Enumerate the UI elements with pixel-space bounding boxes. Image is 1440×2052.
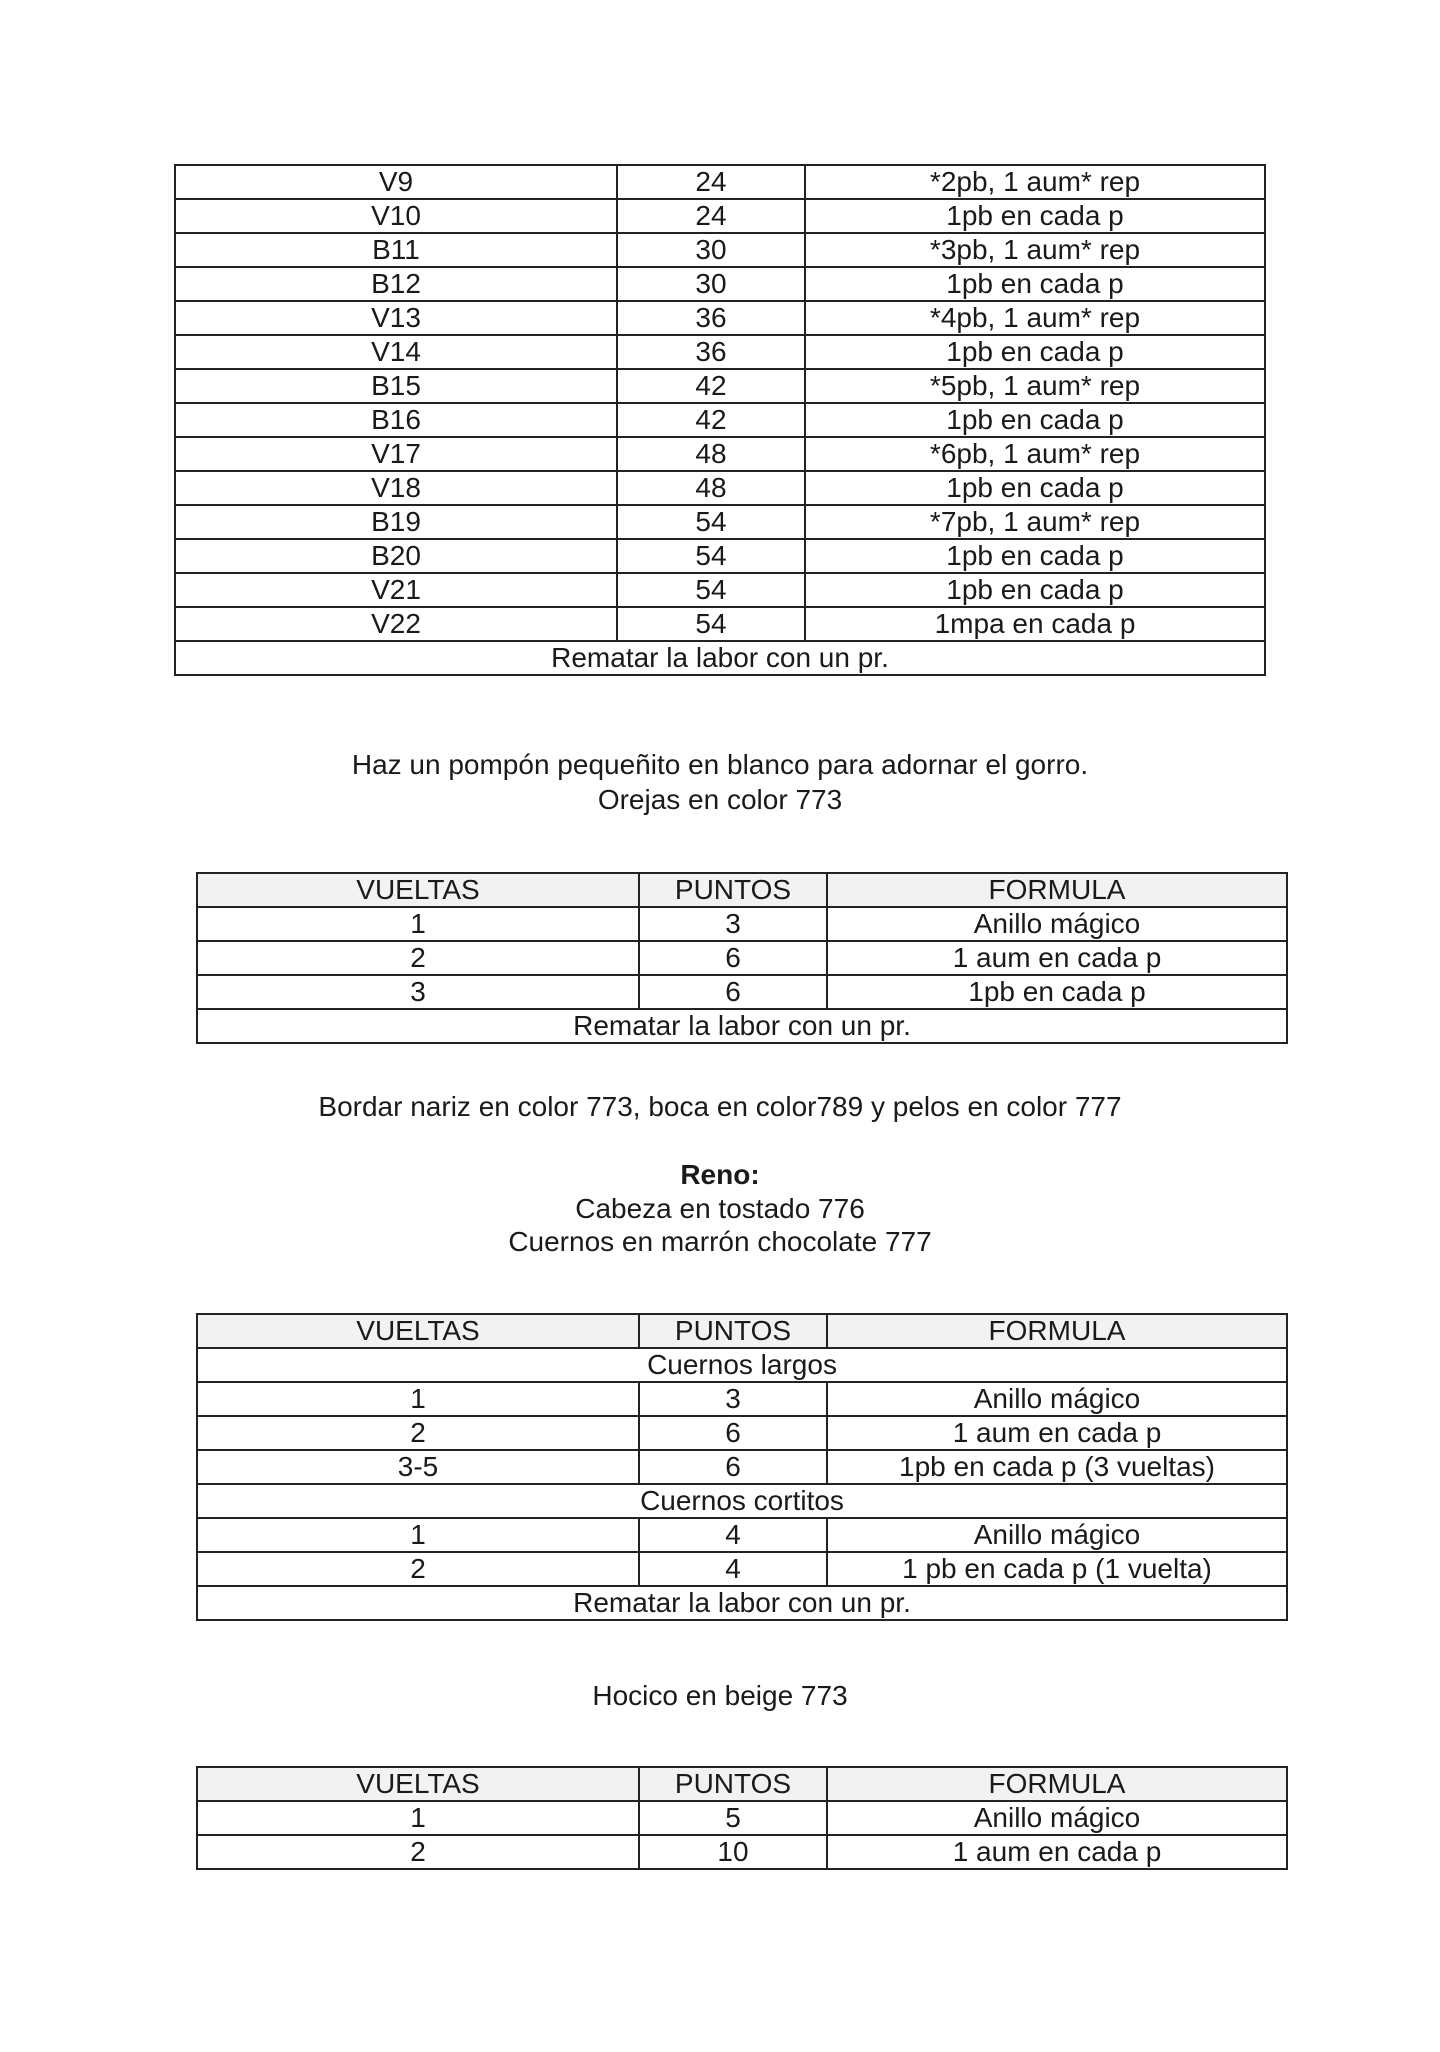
cell-vueltas: 2 xyxy=(197,1835,639,1869)
cell-puntos: 54 xyxy=(617,539,805,573)
cell-vueltas: 2 xyxy=(197,941,639,975)
header-formula: FORMULA xyxy=(827,1767,1287,1801)
table-row xyxy=(197,1518,1287,1552)
table-footer-row xyxy=(197,1586,1287,1620)
cell-puntos: 4 xyxy=(639,1518,827,1552)
table-footer: Rematar la labor con un pr. xyxy=(175,641,1265,675)
table-row xyxy=(197,1835,1287,1869)
cell-vueltas: V21 xyxy=(175,573,617,607)
cell-formula: Anillo mágico xyxy=(827,1382,1287,1416)
table-row xyxy=(197,907,1287,941)
cell-puntos: 10 xyxy=(639,1835,827,1869)
cell-puntos: 6 xyxy=(639,1450,827,1484)
table-row xyxy=(175,233,1265,267)
cell-puntos: 42 xyxy=(617,369,805,403)
cell-puntos: 36 xyxy=(617,301,805,335)
cell-puntos: 48 xyxy=(617,471,805,505)
cell-vueltas: B16 xyxy=(175,403,617,437)
cell-vueltas: B11 xyxy=(175,233,617,267)
table-row xyxy=(175,369,1265,403)
table-row xyxy=(175,539,1265,573)
table-row xyxy=(175,165,1265,199)
cell-formula: 1 aum en cada p xyxy=(827,1835,1287,1869)
section-cuernos-cortitos: Cuernos cortitos xyxy=(197,1484,1287,1518)
cell-formula: 1pb en cada p xyxy=(827,975,1287,1009)
cell-formula: 1 aum en cada p xyxy=(827,1416,1287,1450)
cell-vueltas: V22 xyxy=(175,607,617,641)
cell-vueltas: V17 xyxy=(175,437,617,471)
cell-vueltas: V13 xyxy=(175,301,617,335)
cell-formula: 1pb en cada p xyxy=(805,573,1265,607)
cell-formula: *6pb, 1 aum* rep xyxy=(805,437,1265,471)
table-footer: Rematar la labor con un pr. xyxy=(197,1009,1287,1043)
pattern-table-cuernos xyxy=(196,1313,1288,1621)
table-row xyxy=(175,199,1265,233)
table-row xyxy=(175,573,1265,607)
pattern-table-orejas xyxy=(196,872,1288,1044)
header-puntos: PUNTOS xyxy=(639,873,827,907)
cell-puntos: 54 xyxy=(617,607,805,641)
table-header-row xyxy=(197,1767,1287,1801)
cell-formula: 1 aum en cada p xyxy=(827,941,1287,975)
cell-vueltas: 1 xyxy=(197,1382,639,1416)
cell-puntos: 54 xyxy=(617,505,805,539)
cell-vueltas: 1 xyxy=(197,1801,639,1835)
cell-formula: 1pb en cada p (3 vueltas) xyxy=(827,1450,1287,1484)
section-row xyxy=(197,1484,1287,1518)
cell-puntos: 30 xyxy=(617,233,805,267)
cell-vueltas: 3-5 xyxy=(197,1450,639,1484)
cell-vueltas: B20 xyxy=(175,539,617,573)
cell-vueltas: B12 xyxy=(175,267,617,301)
table-row xyxy=(175,301,1265,335)
cell-vueltas: V18 xyxy=(175,471,617,505)
cell-vueltas: B15 xyxy=(175,369,617,403)
cell-formula: 1mpa en cada p xyxy=(805,607,1265,641)
table-row xyxy=(197,941,1287,975)
header-vueltas: VUELTAS xyxy=(197,1767,639,1801)
cell-vueltas: V9 xyxy=(175,165,617,199)
cell-formula: Anillo mágico xyxy=(827,1801,1287,1835)
cell-puntos: 6 xyxy=(639,975,827,1009)
table-row xyxy=(175,471,1265,505)
table-row xyxy=(175,437,1265,471)
header-formula: FORMULA xyxy=(827,1314,1287,1348)
cell-formula: 1pb en cada p xyxy=(805,471,1265,505)
cell-vueltas: 2 xyxy=(197,1416,639,1450)
pompon-instruction: Haz un pompón pequeñito en blanco para adornar el gorro. xyxy=(351,749,1089,780)
header-vueltas: VUELTAS xyxy=(197,873,639,907)
table-row xyxy=(197,1552,1287,1586)
cell-puntos: 6 xyxy=(639,1416,827,1450)
cell-formula: 1 pb en cada p (1 vuelta) xyxy=(827,1552,1287,1586)
header-formula: FORMULA xyxy=(827,873,1287,907)
cell-puntos: 24 xyxy=(617,199,805,233)
cell-vueltas: 1 xyxy=(197,1518,639,1552)
table-header-row xyxy=(197,1314,1287,1348)
hocico-line: Hocico en beige 773 xyxy=(592,1680,848,1711)
table-row xyxy=(175,267,1265,301)
cell-vueltas: B19 xyxy=(175,505,617,539)
bordar-instruction: Bordar nariz en color 773, boca en color789 y pelos en color 777 xyxy=(318,1091,1122,1122)
cell-puntos: 24 xyxy=(617,165,805,199)
table-row xyxy=(197,975,1287,1009)
orejas-heading: Orejas en color 773 xyxy=(597,784,843,815)
cell-puntos: 3 xyxy=(639,1382,827,1416)
cell-formula: 1pb en cada p xyxy=(805,267,1265,301)
table-row xyxy=(175,403,1265,437)
section-cuernos-largos: Cuernos largos xyxy=(197,1348,1287,1382)
table-header-row xyxy=(197,873,1287,907)
table-row xyxy=(197,1801,1287,1835)
table-row xyxy=(197,1382,1287,1416)
cell-vueltas: 1 xyxy=(197,907,639,941)
cell-puntos: 5 xyxy=(639,1801,827,1835)
table-row xyxy=(175,607,1265,641)
pattern-table-hocico xyxy=(196,1766,1288,1870)
cell-formula: Anillo mágico xyxy=(827,907,1287,941)
section-row xyxy=(197,1348,1287,1382)
cell-puntos: 48 xyxy=(617,437,805,471)
reno-title: Reno: xyxy=(680,1159,760,1190)
cell-puntos: 42 xyxy=(617,403,805,437)
cell-formula: 1pb en cada p xyxy=(805,335,1265,369)
table-row xyxy=(175,505,1265,539)
header-puntos: PUNTOS xyxy=(639,1767,827,1801)
cell-puntos: 36 xyxy=(617,335,805,369)
cell-formula: 1pb en cada p xyxy=(805,539,1265,573)
cell-formula: 1pb en cada p xyxy=(805,403,1265,437)
cell-puntos: 4 xyxy=(639,1552,827,1586)
table-footer-row xyxy=(175,641,1265,675)
table-footer-row xyxy=(197,1009,1287,1043)
pattern-table-gorro xyxy=(174,164,1266,676)
cell-puntos: 3 xyxy=(639,907,827,941)
cabeza-line: Cabeza en tostado 776 xyxy=(575,1193,865,1224)
cell-formula: *5pb, 1 aum* rep xyxy=(805,369,1265,403)
cell-puntos: 30 xyxy=(617,267,805,301)
cell-formula: 1pb en cada p xyxy=(805,199,1265,233)
cell-vueltas: V14 xyxy=(175,335,617,369)
cell-puntos: 54 xyxy=(617,573,805,607)
table-row xyxy=(197,1450,1287,1484)
cell-puntos: 6 xyxy=(639,941,827,975)
header-vueltas: VUELTAS xyxy=(197,1314,639,1348)
table-row xyxy=(197,1416,1287,1450)
cell-vueltas: 3 xyxy=(197,975,639,1009)
table-footer: Rematar la labor con un pr. xyxy=(197,1586,1287,1620)
cuernos-line: Cuernos en marrón chocolate 777 xyxy=(508,1226,932,1257)
table-row xyxy=(175,335,1265,369)
cell-formula: *4pb, 1 aum* rep xyxy=(805,301,1265,335)
cell-vueltas: 2 xyxy=(197,1552,639,1586)
cell-formula: *3pb, 1 aum* rep xyxy=(805,233,1265,267)
header-puntos: PUNTOS xyxy=(639,1314,827,1348)
cell-formula: *7pb, 1 aum* rep xyxy=(805,505,1265,539)
cell-formula: Anillo mágico xyxy=(827,1518,1287,1552)
cell-vueltas: V10 xyxy=(175,199,617,233)
cell-formula: *2pb, 1 aum* rep xyxy=(805,165,1265,199)
